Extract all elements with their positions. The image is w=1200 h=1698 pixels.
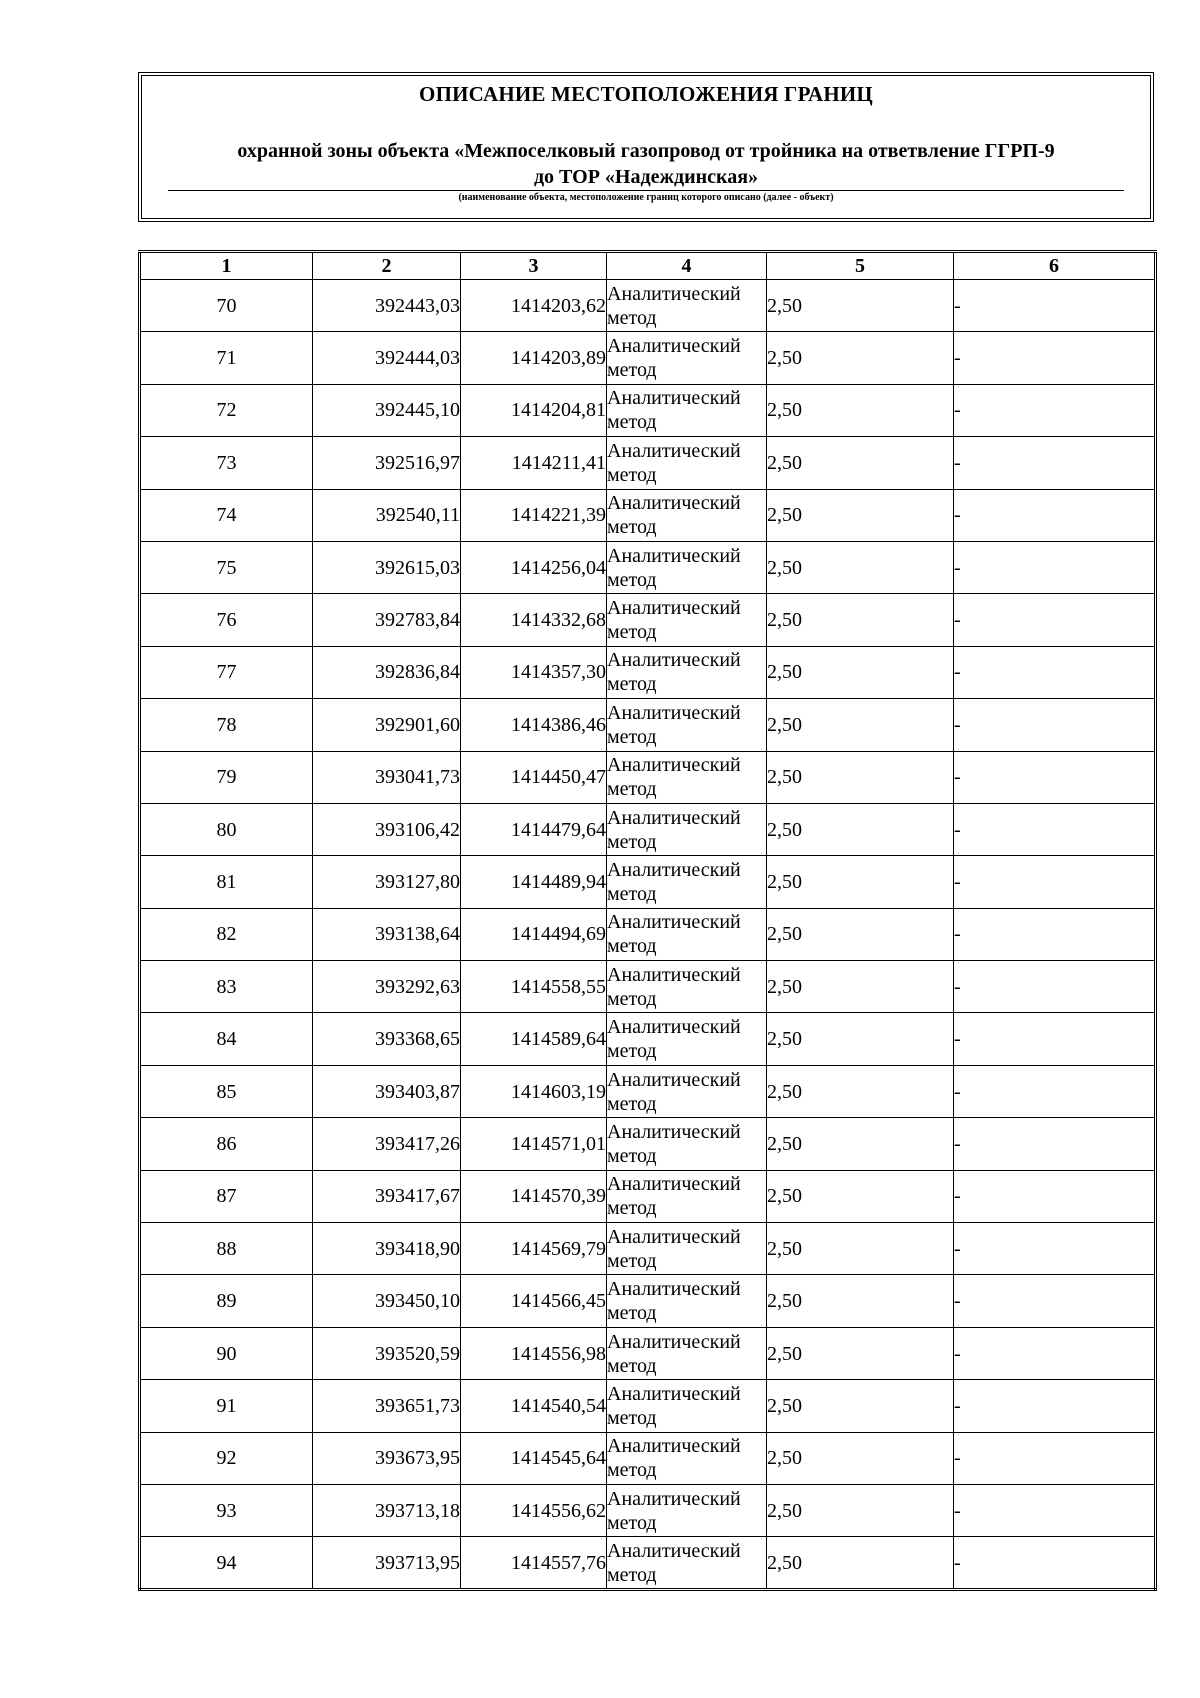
point-number-cell: 91 <box>140 1380 313 1432</box>
table-row <box>140 1275 1156 1327</box>
point-number-cell: 75 <box>140 541 313 593</box>
coord-y-cell: 1414570,39 <box>461 1170 607 1222</box>
method-cell: Аналитический метод <box>607 332 767 384</box>
method-cell: Аналитический метод <box>607 961 767 1013</box>
coord-y-cell: 1414545,64 <box>461 1432 607 1484</box>
coord-x-cell: 393651,73 <box>313 1380 461 1432</box>
description-cell: - <box>954 1170 1156 1222</box>
accuracy-cell: 2,50 <box>767 489 954 541</box>
table-row <box>140 1118 1156 1170</box>
accuracy-cell: 2,50 <box>767 332 954 384</box>
description-cell: - <box>954 751 1156 803</box>
description-cell: - <box>954 1118 1156 1170</box>
table-row <box>140 961 1156 1013</box>
accuracy-cell: 2,50 <box>767 1065 954 1117</box>
coord-y-cell: 1414203,62 <box>461 280 607 332</box>
column-header-6: 6 <box>954 252 1156 280</box>
table-row <box>140 594 1156 646</box>
method-cell: Аналитический метод <box>607 1275 767 1327</box>
coord-x-cell: 392444,03 <box>313 332 461 384</box>
table-row <box>140 1065 1156 1117</box>
coord-x-cell: 392540,11 <box>313 489 461 541</box>
description-cell: - <box>954 541 1156 593</box>
accuracy-cell: 2,50 <box>767 1327 954 1379</box>
method-cell: Аналитический метод <box>607 1380 767 1432</box>
table-row <box>140 1380 1156 1432</box>
coord-y-cell: 1414557,76 <box>461 1537 607 1589</box>
table-row <box>140 437 1156 489</box>
table-header-row <box>140 252 1156 280</box>
coord-x-cell: 393368,65 <box>313 1013 461 1065</box>
point-number-cell: 73 <box>140 437 313 489</box>
point-number-cell: 89 <box>140 1275 313 1327</box>
description-cell: - <box>954 856 1156 908</box>
method-cell: Аналитический метод <box>607 280 767 332</box>
accuracy-cell: 2,50 <box>767 646 954 698</box>
point-number-cell: 71 <box>140 332 313 384</box>
coord-y-cell: 1414332,68 <box>461 594 607 646</box>
coord-y-cell: 1414494,69 <box>461 908 607 960</box>
table-row <box>140 803 1156 855</box>
point-number-cell: 74 <box>140 489 313 541</box>
accuracy-cell: 2,50 <box>767 803 954 855</box>
description-cell: - <box>954 1380 1156 1432</box>
accuracy-cell: 2,50 <box>767 1484 954 1536</box>
table-row <box>140 908 1156 960</box>
object-name-line-1: охранной зоны объекта «Межпоселковый газопровод от тройника на ответвление ГГРП-9 <box>237 140 1055 162</box>
accuracy-cell: 2,50 <box>767 1118 954 1170</box>
accuracy-cell: 2,50 <box>767 856 954 908</box>
coord-x-cell: 393418,90 <box>313 1223 461 1275</box>
point-number-cell: 86 <box>140 1118 313 1170</box>
caption-rule <box>168 190 1124 191</box>
coord-x-cell: 392615,03 <box>313 541 461 593</box>
table-row <box>140 541 1156 593</box>
accuracy-cell: 2,50 <box>767 1380 954 1432</box>
table-row <box>140 280 1156 332</box>
accuracy-cell: 2,50 <box>767 961 954 1013</box>
method-cell: Аналитический метод <box>607 646 767 698</box>
method-cell: Аналитический метод <box>607 856 767 908</box>
method-cell: Аналитический метод <box>607 1065 767 1117</box>
table-row <box>140 1537 1156 1589</box>
description-cell: - <box>954 332 1156 384</box>
coord-y-cell: 1414556,98 <box>461 1327 607 1379</box>
point-number-cell: 72 <box>140 384 313 436</box>
point-number-cell: 93 <box>140 1484 313 1536</box>
description-cell: - <box>954 437 1156 489</box>
coord-y-cell: 1414256,04 <box>461 541 607 593</box>
point-number-cell: 88 <box>140 1223 313 1275</box>
accuracy-cell: 2,50 <box>767 541 954 593</box>
accuracy-cell: 2,50 <box>767 1170 954 1222</box>
description-cell: - <box>954 1537 1156 1589</box>
coord-y-cell: 1414386,46 <box>461 699 607 751</box>
method-cell: Аналитический метод <box>607 437 767 489</box>
method-cell: Аналитический метод <box>607 908 767 960</box>
accuracy-cell: 2,50 <box>767 1013 954 1065</box>
coord-x-cell: 393520,59 <box>313 1327 461 1379</box>
point-number-cell: 85 <box>140 1065 313 1117</box>
point-number-cell: 81 <box>140 856 313 908</box>
table-row <box>140 489 1156 541</box>
accuracy-cell: 2,50 <box>767 908 954 960</box>
column-header-1: 1 <box>140 252 313 280</box>
point-number-cell: 78 <box>140 699 313 751</box>
accuracy-cell: 2,50 <box>767 1537 954 1589</box>
coord-x-cell: 393041,73 <box>313 751 461 803</box>
method-cell: Аналитический метод <box>607 1118 767 1170</box>
description-cell: - <box>954 1432 1156 1484</box>
coord-x-cell: 393106,42 <box>313 803 461 855</box>
coord-y-cell: 1414479,64 <box>461 803 607 855</box>
column-header-2: 2 <box>313 252 461 280</box>
coord-y-cell: 1414540,54 <box>461 1380 607 1432</box>
description-cell: - <box>954 803 1156 855</box>
description-cell: - <box>954 908 1156 960</box>
coord-y-cell: 1414204,81 <box>461 384 607 436</box>
coord-y-cell: 1414558,55 <box>461 961 607 1013</box>
method-cell: Аналитический метод <box>607 594 767 646</box>
column-header-4: 4 <box>607 252 767 280</box>
table-row <box>140 1432 1156 1484</box>
method-cell: Аналитический метод <box>607 1170 767 1222</box>
coord-x-cell: 392901,60 <box>313 699 461 751</box>
accuracy-cell: 2,50 <box>767 699 954 751</box>
method-cell: Аналитический метод <box>607 1223 767 1275</box>
table-row <box>140 1327 1156 1379</box>
accuracy-cell: 2,50 <box>767 1275 954 1327</box>
point-number-cell: 92 <box>140 1432 313 1484</box>
coord-x-cell: 392836,84 <box>313 646 461 698</box>
coord-y-cell: 1414357,30 <box>461 646 607 698</box>
description-cell: - <box>954 961 1156 1013</box>
coord-x-cell: 393713,95 <box>313 1537 461 1589</box>
column-header-3: 3 <box>461 252 607 280</box>
point-number-cell: 77 <box>140 646 313 698</box>
method-cell: Аналитический метод <box>607 384 767 436</box>
point-number-cell: 87 <box>140 1170 313 1222</box>
accuracy-cell: 2,50 <box>767 594 954 646</box>
point-number-cell: 70 <box>140 280 313 332</box>
accuracy-cell: 2,50 <box>767 280 954 332</box>
object-name-caption: (наименование объекта, местоположение границ которого описано (далее - объект) <box>458 192 834 203</box>
description-cell: - <box>954 1013 1156 1065</box>
coord-y-cell: 1414556,62 <box>461 1484 607 1536</box>
coordinates-table <box>138 250 1157 1591</box>
coord-x-cell: 393713,18 <box>313 1484 461 1536</box>
description-cell: - <box>954 594 1156 646</box>
table-row <box>140 751 1156 803</box>
coord-y-cell: 1414450,47 <box>461 751 607 803</box>
coord-x-cell: 392516,97 <box>313 437 461 489</box>
description-cell: - <box>954 1327 1156 1379</box>
description-cell: - <box>954 489 1156 541</box>
accuracy-cell: 2,50 <box>767 437 954 489</box>
accuracy-cell: 2,50 <box>767 751 954 803</box>
table-body <box>140 280 1156 1590</box>
accuracy-cell: 2,50 <box>767 384 954 436</box>
description-cell: - <box>954 646 1156 698</box>
document-title: ОПИСАНИЕ МЕСТОПОЛОЖЕНИЯ ГРАНИЦ <box>419 82 873 106</box>
table-row <box>140 1484 1156 1536</box>
coord-x-cell: 393138,64 <box>313 908 461 960</box>
table-row <box>140 332 1156 384</box>
object-name <box>172 138 1120 190</box>
method-cell: Аналитический метод <box>607 699 767 751</box>
method-cell: Аналитический метод <box>607 1537 767 1589</box>
point-number-cell: 79 <box>140 751 313 803</box>
description-cell: - <box>954 699 1156 751</box>
description-cell: - <box>954 1484 1156 1536</box>
method-cell: Аналитический метод <box>607 1432 767 1484</box>
coord-x-cell: 393450,10 <box>313 1275 461 1327</box>
coord-x-cell: 392443,03 <box>313 280 461 332</box>
column-header-5: 5 <box>767 252 954 280</box>
point-number-cell: 76 <box>140 594 313 646</box>
point-number-cell: 84 <box>140 1013 313 1065</box>
table-row <box>140 646 1156 698</box>
coord-y-cell: 1414489,94 <box>461 856 607 908</box>
description-cell: - <box>954 1065 1156 1117</box>
description-cell: - <box>954 384 1156 436</box>
accuracy-cell: 2,50 <box>767 1432 954 1484</box>
coord-y-cell: 1414569,79 <box>461 1223 607 1275</box>
point-number-cell: 83 <box>140 961 313 1013</box>
description-cell: - <box>954 1223 1156 1275</box>
table-row <box>140 1013 1156 1065</box>
method-cell: Аналитический метод <box>607 1327 767 1379</box>
coord-y-cell: 1414589,64 <box>461 1013 607 1065</box>
coord-x-cell: 393292,63 <box>313 961 461 1013</box>
description-cell: - <box>954 280 1156 332</box>
method-cell: Аналитический метод <box>607 489 767 541</box>
coord-y-cell: 1414571,01 <box>461 1118 607 1170</box>
table-row <box>140 1223 1156 1275</box>
coord-y-cell: 1414566,45 <box>461 1275 607 1327</box>
coord-y-cell: 1414221,39 <box>461 489 607 541</box>
point-number-cell: 80 <box>140 803 313 855</box>
coord-x-cell: 393127,80 <box>313 856 461 908</box>
point-number-cell: 90 <box>140 1327 313 1379</box>
table-row <box>140 1170 1156 1222</box>
point-number-cell: 94 <box>140 1537 313 1589</box>
document-header <box>138 72 1154 222</box>
method-cell: Аналитический метод <box>607 803 767 855</box>
table-row <box>140 699 1156 751</box>
coord-y-cell: 1414603,19 <box>461 1065 607 1117</box>
coord-x-cell: 393403,87 <box>313 1065 461 1117</box>
description-cell: - <box>954 1275 1156 1327</box>
method-cell: Аналитический метод <box>607 751 767 803</box>
coord-x-cell: 393673,95 <box>313 1432 461 1484</box>
method-cell: Аналитический метод <box>607 1013 767 1065</box>
method-cell: Аналитический метод <box>607 1484 767 1536</box>
accuracy-cell: 2,50 <box>767 1223 954 1275</box>
table-row <box>140 856 1156 908</box>
method-cell: Аналитический метод <box>607 541 767 593</box>
coord-y-cell: 1414203,89 <box>461 332 607 384</box>
coord-x-cell: 392783,84 <box>313 594 461 646</box>
coord-x-cell: 392445,10 <box>313 384 461 436</box>
table-row <box>140 384 1156 436</box>
point-number-cell: 82 <box>140 908 313 960</box>
coord-y-cell: 1414211,41 <box>461 437 607 489</box>
object-name-line-2: до ТОР «Надеждинская» <box>533 166 759 188</box>
coord-x-cell: 393417,67 <box>313 1170 461 1222</box>
coord-x-cell: 393417,26 <box>313 1118 461 1170</box>
